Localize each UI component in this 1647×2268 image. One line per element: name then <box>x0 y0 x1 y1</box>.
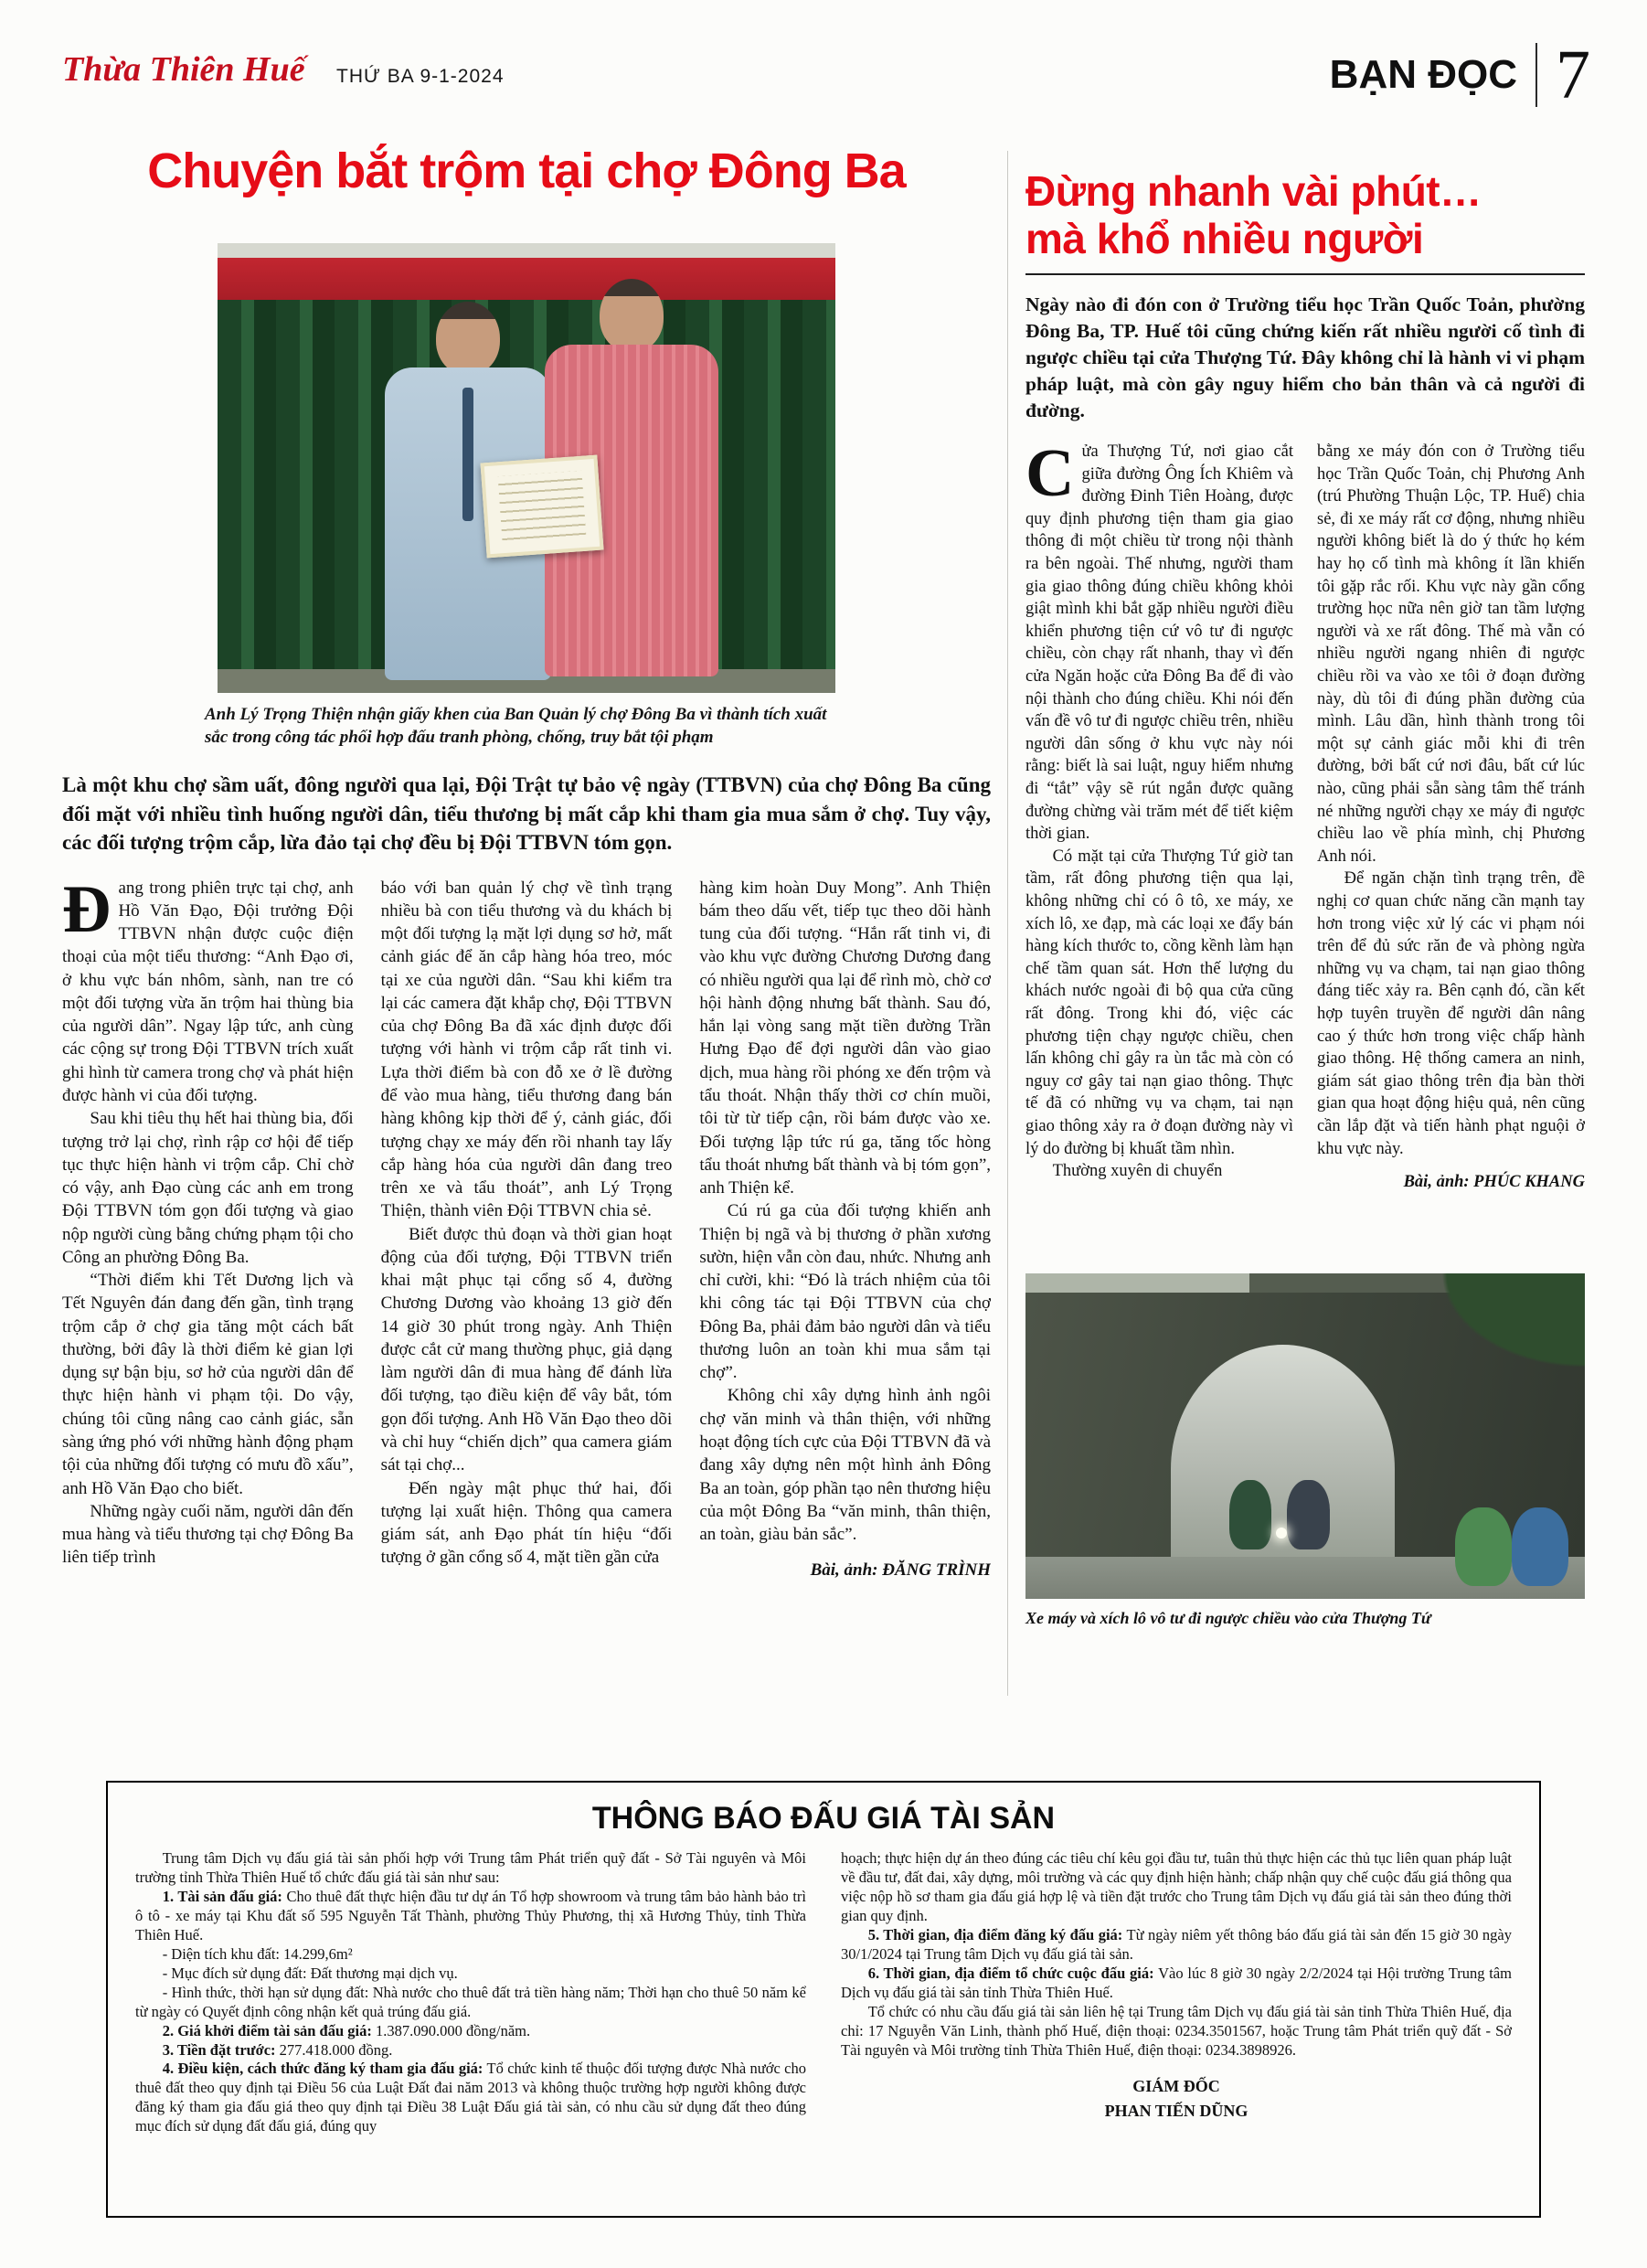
paragraph: Cửa Thượng Tứ, nơi giao cắt giữa đường Ông Ích Khiêm và đường Đinh Tiên Hoàng, được quy định phương tiện tham gia giao thông đi một chiều từ trong nội thành ra bên ngoài. Thế nhưng, người tham gia giao thông đúng chiều không khỏi giật mình khi bắt gặp nhiều người điều khiển phương tiện cứ vô tư đi ngược chiều, còn chạy rất nhanh, thay vì đến cửa Ngăn hoặc cửa Đông Ba để đi vào nội thành cho đúng chiều. Khi nói đến vấn đề vô tư đi ngược chiều trên, nhiều người dân sống ở khu vực này nói rằng: biết là sai luật, nguy hiểm nhưng đi “tắt” vậy sẽ rút ngắn được quãng đường chừng vài trăm mét để tiết kiệm thời gian. <box>1025 441 1293 844</box>
paragraph: hoạch; thực hiện dự án theo đúng các tiêu chí kêu gọi đầu tư, tuân thủ thực hiện các thủ tục liên quan pháp luật về đầu tư, đất đai, xây dựng, môi trường và các quy định hiện hành; chấp nhận quy chế cuộc đấu giá thông qua việc nộp hồ sơ tham gia đấu giá hợp lệ và tiền đặt trước cho Trung tâm Dịch vụ đấu giá tài sản theo đúng thời gian quy định. <box>841 1849 1512 1924</box>
drop-cap: Đ <box>62 876 112 947</box>
rider-figure <box>1287 1480 1330 1549</box>
column-divider <box>1007 151 1008 1696</box>
paragraph: 4. Điều kiện, cách thức đăng ký tham gia đấu giá: Tổ chức kinh tế thuộc đối tượng được Nhà nước cho thuê đất theo quy định tại Điều 56 của Luật Đất đai năm 2013 và không thuộc trường hợp người không được đăng ký tham gia đấu giá theo quy định tại Điều 38 Luật Đấu giá tài sản, có nhu cầu sử dụng đất theo đúng mục đích sử dụng đất đấu giá, đúng quy <box>135 2060 807 2135</box>
signature-name: PHAN TIẾN DŨNG <box>1104 2102 1249 2121</box>
body-column-3 <box>699 877 991 1649</box>
section-title: BẠN ĐỌC <box>1329 52 1517 97</box>
header-right <box>1329 37 1590 113</box>
paragraph: hàng kim hoàn Duy Mong”. Anh Thiện bám theo dấu vết, tiếp tục theo dõi hành tung của đối tượng. “Hắn rất tinh vi, đi vào khu vực đường Chương Dương đang có nhiều người qua lại để rình mò, chờ cơ hội hành động nhưng bất thành. Sau đó, hắn lại vòng sang mặt tiền đường Trần Hưng Đạo để đợi người dân vào giao dịch, mua hàng rồi phóng xe đến trộm và tẩu thoát. Nhận thấy thời cơ chín muồi, tôi từ từ tiếp cận, rồi bám được vào xe. Đối tượng lập tức rú ga, tăng tốc hòng tẩu thoát nhưng bất thành và bị tóm gọn”, anh Thiện kể. <box>699 878 991 1198</box>
main-article <box>62 137 991 1649</box>
issue-date: THỨ BA 9-1-2024 <box>336 66 505 87</box>
paragraph: Không chỉ xây dựng hình ảnh ngôi chợ văn minh và thân thiện, với những hoạt động tích cực của Đội TTBVN đã và đang xây dựng nên một hình ảnh Đông Ba an toàn, góp phần tạo nên thương hiệu của một Đông Ba “văn minh, thân thiện, an toàn, giàu bản sắc”. <box>699 1386 991 1545</box>
ceremony-photo <box>218 243 835 693</box>
side-headline <box>1025 168 1585 275</box>
side-column-1 <box>1025 441 1293 1259</box>
page-header <box>62 37 1590 117</box>
notice-columns <box>135 1849 1512 2136</box>
paragraph: - Hình thức, thời hạn sử dụng đất: Nhà nước cho thuê đất trả tiền hàng năm; Thời hạn cho thuê 50 năm kể từ ngày có Quyết định công nhận kết quả trúng đấu giá. <box>135 1983 806 2020</box>
paragraph: Sau khi tiêu thụ hết hai thùng bia, đối tượng trở lại chợ, rình rập cơ hội để tiếp tục thực hiện hành vi trộm cắp. Chỉ chờ có vậy, anh Đạo cùng các anh em trong Đội TTBVN tóm gọn đối tượng và giao nộp người cùng bằng chứng phạm tội cho Công an phường Đông Ba. <box>62 1109 354 1267</box>
notice-title: THÔNG BÁO ĐẤU GIÁ TÀI SẢN <box>591 1801 1056 1836</box>
paragraph: 6. Thời gian, địa điểm tổ chức cuộc đấu giá: Vào lúc 8 giờ 30 ngày 2/2/2024 tại Hội trường Trung tâm Dịch vụ đấu giá tài sản tỉnh Thừa Thiên Huế. <box>841 1964 1513 2001</box>
paragraph: báo với ban quản lý chợ về tình trạng nhiều bà con tiểu thương và du khách bị một đối tượng lạ mặt lợi dụng sơ hở, mất cảnh giác để ăn cắp hàng hóa treo, móc tại xe của người dân. “Sau khi kiểm tra lại các camera đặt khắp chợ, Đội TTBVN của chợ Đông Ba đã xác định được đối tượng với hành vi trộm cắp rất tinh vi. Lựa thời điểm bà con đỗ xe ở lề đường để vào mua hàng, tiểu thương đang bán hàng không kịp thời để ý, cảnh giác, đối tượng chạy xe máy đến rồi nhanh tay lấy cắp hàng hóa của người dân đang treo trên xe và tẩu thoát”, anh Lý Trọng Thiện, thành viên Đội TTBVN chia sẻ. <box>380 878 673 1221</box>
main-byline: Bài, ảnh: ĐĂNG TRÌNH <box>810 1560 991 1581</box>
rider-blue-raincoat <box>1512 1507 1568 1586</box>
side-column-2 <box>1317 441 1585 1259</box>
paragraph: Để ngăn chặn tình trạng trên, đề nghị cơ quan chức năng cần mạnh tay hơn trong việc xử lý các vi phạm nói trên để đủ sức răn đe và phòng ngừa những vụ va chạm, tai nạn giao thông đáng tiếc xảy ra. Bên cạnh đó, cần kết hợp tuyên truyền để người dân nâng cao ý thức hơn trong việc chấp hành giao thông. Hệ thống camera an ninh, giám sát giao thông trên địa bàn thời gian qua hoạt động hiệu quả, nên cũng cần lắp đặt và tiến hành phạt nguội ở khu vực này. <box>1317 869 1585 1158</box>
page-number: 7 <box>1556 37 1590 113</box>
side-headline-line1: Đừng nhanh vài phút… <box>1025 167 1482 215</box>
paragraph: Có mặt tại cửa Thượng Tứ giờ tan tầm, rất đông phương tiện qua lại, không những chỉ có ô tô, xe máy, xe xích lô, xe đạp, mà các loại xe đẩy bán hàng kích thước to, cồng kềnh làm hạn chế tầm quan sát. Hơn thế lượng du khách nước ngoài đi bộ qua cửa cũng rất đông. Trong khi đó, việc các phương tiện chạy ngược chiều, chen lấn không chỉ gây ra ùn tắc mà còn có nguy cơ gây tai nạn giao thông. Thực tế đã có những vụ va chạm, tai nạn giao thông xảy ra ở đoạn đường này vì lý do đường bị khuất tầm nhìn. <box>1025 847 1293 1158</box>
drop-cap: C <box>1025 441 1075 512</box>
paragraph: 3. Tiền đặt trước: 277.418.000 đồng. <box>162 2040 393 2059</box>
main-body-columns <box>62 877 991 1649</box>
headlight <box>1276 1528 1287 1539</box>
certificate <box>480 455 603 559</box>
masthead-logo: Thừa Thiên Huế <box>62 50 305 89</box>
paragraph: Trung tâm Dịch vụ đấu giá tài sản phối hợp với Trung tâm Phát triển quỹ đất - Sở Tài nguyên và Môi trường tỉnh Thừa Thiên Huế tổ chức đấu giá tài sản như sau: <box>135 1849 806 1886</box>
rider-green-raincoat <box>1455 1507 1512 1586</box>
paragraph: - Mục đích sử dụng đất: Đất thương mại dịch vụ. <box>162 1964 458 1982</box>
body-column-1 <box>62 877 354 1649</box>
side-headline-line2: mà khổ nhiều người <box>1025 214 1424 262</box>
paragraph: Đến ngày mật phục thứ hai, đối tượng lại xuất hiện. Thông qua camera giám sát, anh Đạo phát tín hiệu “đối tượng ở gần cổng số 4, mặt tiền gần cửa <box>380 1478 673 1568</box>
main-photo-caption: Anh Lý Trọng Thiện nhận giấy khen của Ban Quản lý chợ Đông Ba vì thành tích xuất sắc trong công tác phối hợp đấu tranh phòng, chống, truy bắt tội phạm <box>205 705 827 747</box>
notice-column-2 <box>841 1849 1512 2136</box>
side-intro: Ngày nào đi đón con ở Trường tiểu học Trần Quốc Toản, phường Đông Ba, TP. Huế tôi cũng chứng kiến rất nhiều người cố tình đi ngược chiều tại cửa Thượng Tứ. Đây không chỉ là hành vi vi phạm pháp luật, mà còn gây nguy hiểm cho bản thân và cả người đi đường. <box>1025 293 1585 422</box>
person-tie <box>462 388 473 521</box>
paragraph: - Diện tích khu đất: 14.299,6m² <box>162 1944 353 1963</box>
wall-strip <box>218 243 835 258</box>
paragraph: Đang trong phiên trực tại chợ, anh Hồ Văn Đạo, Đội trưởng Đội TTBVN nhận được cuộc điện thoại của một tiểu thương: “Anh Đạo ơi, ở khu vực bán nhôm, sành, nan tre có một đối tượng vừa ăn trộm hai thùng bia của người dân”. Ngay lập tức, anh cùng các cộng sự trong Đội TTBVN trích xuất ghi hình từ camera trong chợ và phát hiện được hành vi của đối tượng. <box>62 876 354 1105</box>
side-byline: Bài, ảnh: PHÚC KHANG <box>1403 1173 1585 1192</box>
paragraph: “Thời điểm khi Tết Dương lịch và Tết Nguyên đán đang đến gần, tình trạng trộm cắp ở chợ gia tăng một cách bất thường, bởi đây là thời điểm kẻ gian lợi dụng sự bận bịu, sơ hở của người dân để thực hiện hành vi phạm tội. Do vậy, chúng tôi cũng nâng cao cảnh giác, sẵn sàng ứng phó với những hành động phạm tội của những đối tượng có mưu đồ xấu”, anh Hồ Văn Đạo cho biết. <box>62 1271 354 1498</box>
notice-column-1 <box>135 1849 806 2136</box>
article-lede: Là một khu chợ sầm uất, đông người qua lại, Đội Trật tự bảo vệ ngày (TTBVN) của chợ Đông Ba cũng đối mặt với nhiều tình huống người dân, tiểu thương bị mất cắp khi tham gia mua sắm ở chợ. Tuy vậy, các đối tượng trộm cắp, lừa đảo tại chợ đều bị Đội TTBVN tóm gọn. <box>62 773 991 854</box>
paragraph: Thường xuyên di chuyển <box>1052 1162 1223 1181</box>
paragraph: Những ngày cuối năm, người dân đến mua hàng và tiểu thương tại chợ Đông Ba liên tiếp trình <box>62 1501 354 1568</box>
person-head <box>600 279 664 352</box>
red-banner <box>218 258 835 300</box>
paragraph: 1. Tài sản đấu giá: Cho thuê đất thực hiện đầu tư dự án Tổ hợp showroom và trung tâm bảo hành bảo trì ô tô - xe máy tại Khu đất số 595 Nguyễn Tất Thành, phường Thủy Phương, thị xã Hương Thủy, tỉnh Thừa Thiên Huế. <box>135 1887 806 1943</box>
side-photo-caption: Xe máy và xích lô vô tư đi ngược chiều vào cửa Thượng Tứ <box>1025 1609 1431 1628</box>
person-head <box>436 302 500 375</box>
body-column-2 <box>381 877 673 1649</box>
side-article <box>1025 146 1585 1630</box>
foliage <box>1417 1273 1585 1384</box>
header-divider <box>1535 43 1537 107</box>
paragraph: Tổ chức có nhu cầu đấu giá tài sản liên hệ tại Trung tâm Dịch vụ đấu giá tài sản tỉnh Thừa Thiên Huế, địa chỉ: 17 Nguyễn Văn Linh, thành phố Huế, điện thoại: 0234.3501567, hoặc Trung tâm Phát triển quỹ đất - Sở Tài nguyên và Môi trường tỉnh Thừa Thiên Huế, điện thoại: 0234.3898926. <box>841 2002 1512 2059</box>
side-body-columns <box>1025 441 1585 1259</box>
paragraph: Biết được thủ đoạn và thời gian hoạt động của đối tượng, Đội TTBVN triển khai mật phục tại cổng số 4, đường Chương Dương vào khoảng 13 giờ đến 14 giờ 30 phút trong ngày. Anh Thiện được cắt cử mang thường phục, giả dạng làm người dân đi mua hàng để đánh lừa đối tượng, tạo điều kiện để vây bắt, tóm gọn đối tượng. Anh Hồ Văn Đạo theo dõi và chỉ huy “chiến dịch” qua camera giám sát tại chợ... <box>380 1224 673 1475</box>
gate-photo <box>1025 1273 1585 1599</box>
paragraph: Cú rú ga của đối tượng khiến anh Thiện bị ngã và bị thương ở phần xương sườn, hiện vẫn còn đau, nhức. Nhưng anh chỉ cười, khi: “Đó là trách nhiệm của tôi khi công tác tại Đội TTBVN của chợ Đông Ba, phải đảm bảo người dân và tiểu thương luôn an toàn khi mua sắm tại chợ”. <box>699 1201 991 1383</box>
main-headline: Chuyện bắt trộm tại chợ Đông Ba <box>147 144 906 198</box>
auction-notice-box <box>106 1781 1541 2218</box>
rider-figure <box>1229 1480 1272 1549</box>
signature-title: GIÁM ĐỐC <box>1132 2077 1220 2096</box>
paragraph: 5. Thời gian, địa điểm đăng ký đấu giá: Từ ngày niêm yết thông báo đấu giá tài sản đến 15 giờ 30 ngày 30/1/2024 tại Trung tâm Dịch vụ đấu giá tài sản. <box>841 1925 1513 1963</box>
paragraph: 2. Giá khởi điểm tài sản đấu giá: 1.387.090.000 đồng/năm. <box>162 2021 531 2039</box>
signature-block <box>1042 2074 1311 2124</box>
paragraph: bằng xe máy đón con ở Trường tiểu học Trần Quốc Toản, chị Phương Anh (trú Phường Thuận Lộc, TP. Huế) chia sẻ, đi xe máy rất cơ động, nhưng nhiều người không biết là do ý thức họ kém hay họ cố tình mà không ít lần khiến tôi gặp rắc rối. Khu vực này gần cổng trường học nữa nên giờ tan tầm lượng người và xe rất đông. Thế mà vẫn có nhiều người ngang nhiên đi ngược chiều rồi va vào xe tôi ở đoạn đường này, dù tôi đi đúng phần đường của mình. Lâu dần, hình thành trong tôi một sự cảnh giác mỗi khi đi trên đường, bởi bất cứ nơi đâu, bất cứ lúc nào, cũng phải sẵn sàng tâm thế tránh né những người chạy xe máy đi ngược chiều lao về phía mình, chị Phương Anh nói. <box>1317 442 1585 866</box>
